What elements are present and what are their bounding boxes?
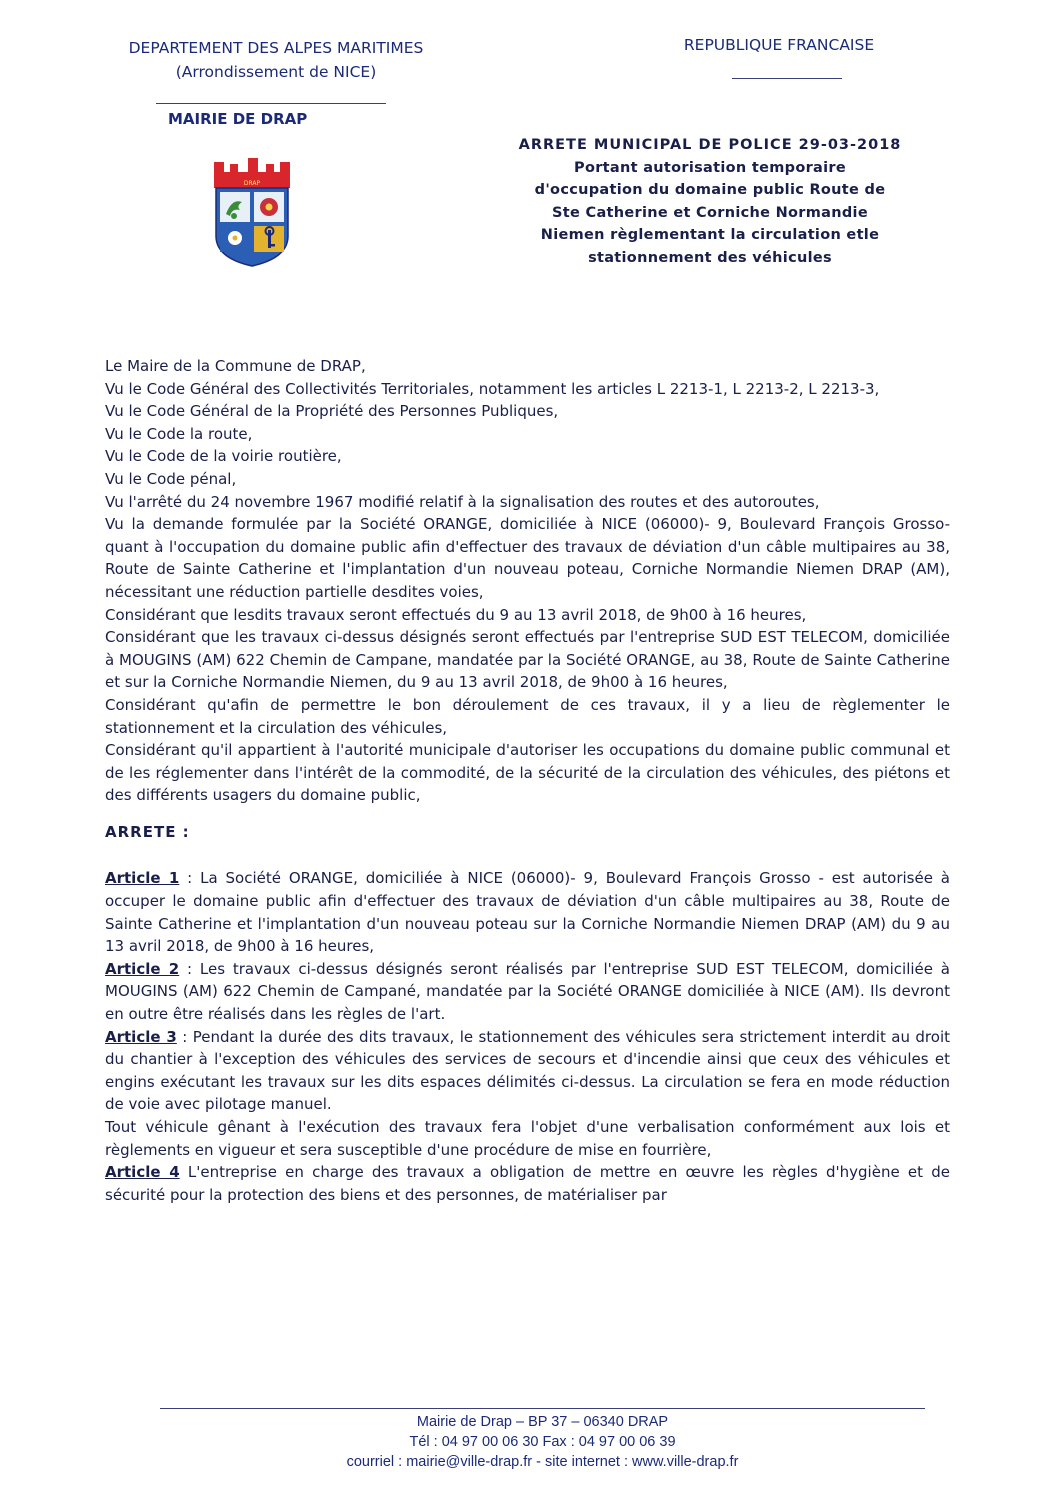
preamble-line: Considérant qu'il appartient à l'autorité municipale d'autoriser les occupations du domaine public communal et de les réglementer dans l'intérêt de la commodité, de la sécurité de la circulation des véhicules, des piétons et des différents usagers du domaine public, bbox=[105, 741, 950, 805]
article-4 bbox=[105, 1161, 950, 1206]
preamble-line: Vu la demande formulée par la Société ORANGE, domiciliée à NICE (06000)- 9, Boulevard François Grosso- quant à l'occupation du domaine public afin d'effectuer des travaux de déviation d'un câble multipaires au 38, Route de Sainte Catherine et l'implantation d'un nouveau poteau, Corniche Normandie Niemen DRAP (AM), nécessitant une réduction partielle desdites voies, bbox=[105, 515, 950, 601]
decree-title-line: stationnement des véhicules bbox=[588, 249, 832, 266]
article-text: L'entreprise en charge des travaux a obligation de mettre en œuvre les règles d'hygiène et de sécurité pour la protection des biens et des personnes, de matérialiser par bbox=[105, 1163, 950, 1204]
republic-name: REPUBLIQUE FRANCAISE bbox=[683, 36, 875, 54]
article-2 bbox=[105, 958, 950, 1026]
footer-contact: courriel : mairie@ville-drap.fr - site internet : www.ville-drap.fr bbox=[346, 1454, 739, 1470]
header-left bbox=[96, 36, 456, 84]
decree-title-line: ARRETE MUNICIPAL DE POLICE 29-03-2018 bbox=[518, 137, 902, 153]
decree-title-line: Niemen règlementant la circulation etle bbox=[540, 227, 880, 243]
article-label: Article 2 bbox=[105, 959, 180, 978]
preamble-line: Vu le Code Général de la Propriété des Personnes Publiques, bbox=[105, 402, 559, 421]
preamble-line: Vu l'arrêté du 24 novembre 1967 modifié relatif à la signalisation des routes et des autoroutes, bbox=[105, 492, 820, 511]
coat-of-arms-icon bbox=[210, 158, 294, 268]
footer bbox=[160, 1412, 925, 1472]
republic-divider bbox=[732, 78, 842, 79]
arrete-heading: ARRETE : bbox=[105, 822, 190, 841]
department-name: DEPARTEMENT DES ALPES MARITIMES bbox=[128, 39, 424, 57]
preamble-line: Vu le Code pénal, bbox=[105, 469, 237, 488]
article-label: Article 4 bbox=[105, 1163, 180, 1182]
arrondissement: (Arrondissement de NICE) bbox=[175, 63, 377, 81]
crest-label: DRAP bbox=[243, 180, 261, 187]
decree-title-line: Ste Catherine et Corniche Normandie bbox=[552, 204, 868, 221]
article-1 bbox=[105, 867, 950, 957]
article-label: Article 1 bbox=[105, 869, 180, 888]
footer-divider bbox=[160, 1408, 925, 1409]
article-3-extra: Tout véhicule gênant à l'exécution des travaux fera l'objet d'une verbalisation conformément aux lois et règlements en vigueur et sera susceptible d'une procédure de mise en fourrière, bbox=[105, 1118, 950, 1159]
article-text: : La Société ORANGE, domiciliée à NICE (06000)- 9, Boulevard François Grosso - est autorisée à occuper le domaine public afin d'effectuer des travaux de déviation d'un câble multipaires au 38, Route de Sainte Catherine et l'implantation d'un nouveau poteau sur la Corniche Normandie Niemen DRAP (AM) du 9 au 13 avril 2018, de 9h00 à 16 heures, bbox=[105, 869, 950, 956]
preamble-line: Le Maire de la Commune de DRAP, bbox=[105, 357, 366, 375]
article-label: Article 3 bbox=[105, 1027, 177, 1046]
preamble-line: Considérant que lesdits travaux seront effectués du 9 au 13 avril 2018, de 9h00 à 16 heures, bbox=[105, 605, 807, 624]
preamble-line: Considérant qu'afin de permettre le bon déroulement de ces travaux, il y a lieu de règlementer le stationnement et la circulation des véhicules, bbox=[105, 695, 950, 737]
header-right bbox=[664, 36, 894, 54]
footer-address: Mairie de Drap – BP 37 – 06340 DRAP bbox=[416, 1414, 669, 1430]
article-text: : Les travaux ci-dessus désignés seront réalisés par l'entreprise SUD EST TELECOM, domiciliée à MOUGINS (AM) 622 Chemin de Campané, mandatée par la Société ORANGE domiciliée à NICE (AM). Ils devront en outre être réalisés dans les règles de l'art. bbox=[105, 959, 950, 1024]
header-divider bbox=[156, 103, 386, 104]
preamble-line: Considérant que les travaux ci-dessus désignés seront effectués par l'entreprise SUD EST TELECOM, domiciliée à MOUGINS (AM) 622 Chemin de Campane, mandatée par la Société ORANGE, au 38, Route de Sainte Catherine et sur la Corniche Normandie Niemen, du 9 au 13 avril 2018, de 9h00 à 16 heures, bbox=[105, 628, 950, 692]
article-3 bbox=[105, 1026, 950, 1116]
decree-body bbox=[105, 355, 950, 1206]
preamble-line: Vu le Code la route, bbox=[105, 424, 253, 443]
decree-title bbox=[470, 134, 950, 269]
preamble-line: Vu le Code Général des Collectivités Territoriales, notamment les articles L 2213-1, L 2213-2, L 2213-3, bbox=[105, 379, 880, 398]
preamble-line: Vu le Code de la voirie routière, bbox=[105, 447, 342, 466]
footer-phone: Tél : 04 97 00 06 30 Fax : 04 97 00 06 39 bbox=[409, 1434, 676, 1450]
decree-title-line: d'occupation du domaine public Route de bbox=[534, 182, 886, 198]
mairie-name: MAIRIE DE DRAP bbox=[168, 110, 308, 128]
article-text: : Pendant la durée des dits travaux, le stationnement des véhicules sera strictement interdit au droit du chantier à l'exception des véhicules des services de secours et d'incendie ainsi que ceux des véhicules et engins exécutant les travaux sur les dits espaces délimités ci-dessus. La circulation se fera en mode réduction de voie avec pilotage manuel. bbox=[105, 1027, 950, 1114]
decree-title-line: Portant autorisation temporaire bbox=[574, 159, 846, 176]
